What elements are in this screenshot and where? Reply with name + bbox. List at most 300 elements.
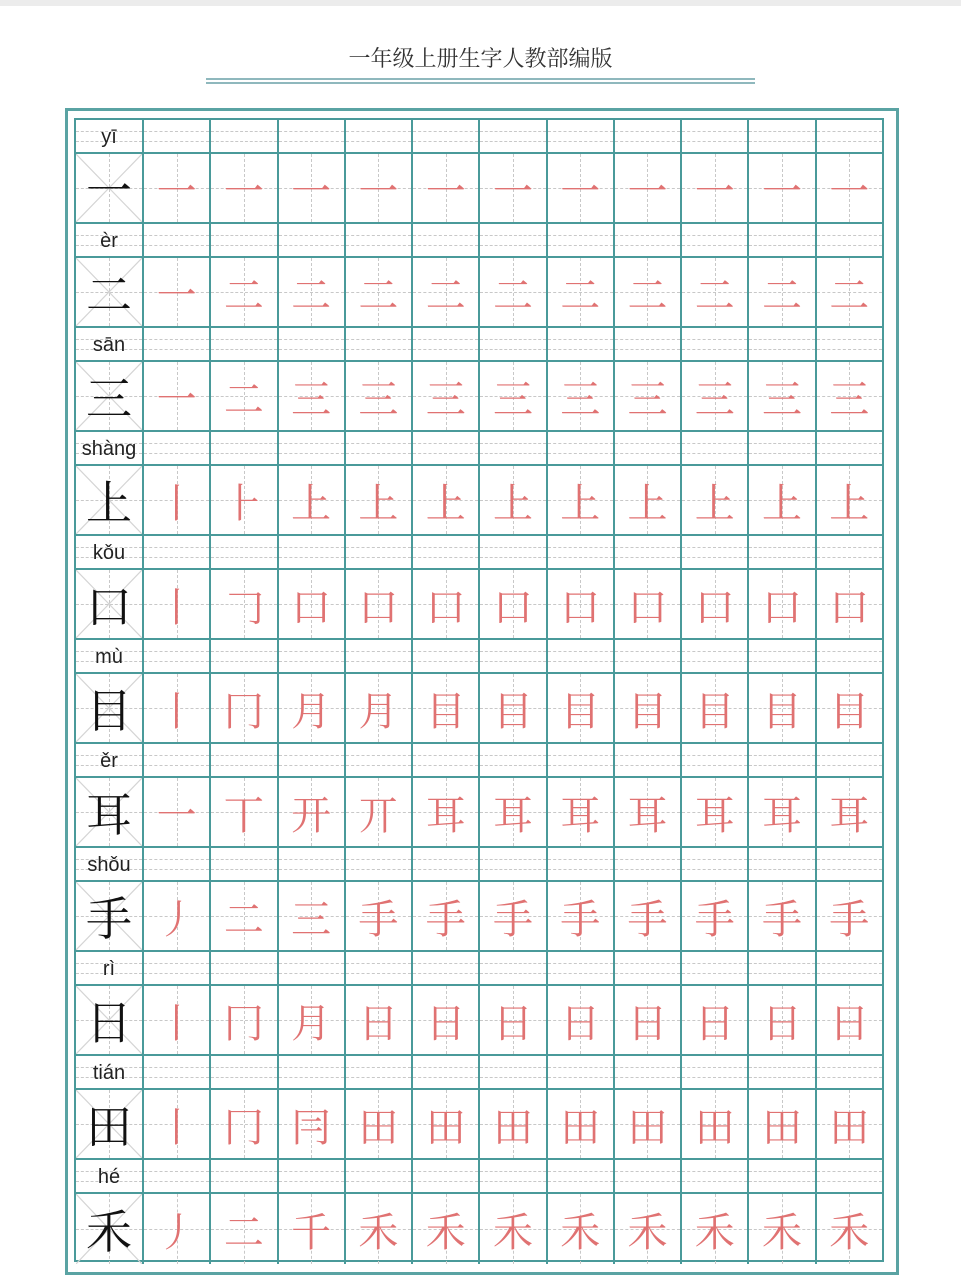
stroke-order-trace: 禾 [762, 1209, 803, 1256]
pinyin-practice-cell[interactable] [749, 120, 816, 152]
pinyin-practice-cell[interactable] [279, 536, 346, 568]
pinyin-practice-cell[interactable] [682, 1160, 749, 1192]
trace-cell[interactable] [144, 778, 211, 846]
pinyin-practice-cell[interactable] [749, 848, 816, 880]
stroke-order-trace: 手 [425, 896, 466, 943]
trace-cell[interactable] [413, 570, 480, 638]
pinyin-practice-cell[interactable] [480, 1056, 547, 1088]
trace-cell[interactable] [480, 778, 547, 846]
character-row [76, 882, 882, 952]
pinyin-practice-cell[interactable] [682, 432, 749, 464]
trace-cell[interactable] [682, 986, 749, 1054]
model-character-cell [76, 1194, 144, 1264]
pinyin-practice-cell[interactable] [279, 744, 346, 776]
pinyin-practice-cell[interactable] [615, 1160, 682, 1192]
trace-cell[interactable] [817, 1194, 882, 1264]
trace-cell[interactable] [615, 466, 682, 534]
pinyin-practice-cell[interactable] [144, 432, 211, 464]
trace-cell[interactable] [346, 674, 413, 742]
pinyin-practice-cell[interactable] [615, 848, 682, 880]
trace-cell[interactable] [480, 570, 547, 638]
pinyin-practice-cell[interactable] [346, 536, 413, 568]
pinyin-practice-cell[interactable] [749, 744, 816, 776]
stroke-order-trace: 日 [425, 1000, 466, 1047]
trace-cell[interactable] [144, 882, 211, 950]
trace-cell[interactable] [480, 882, 547, 950]
pinyin-practice-cell[interactable] [211, 744, 278, 776]
pinyin-practice-cell[interactable] [480, 952, 547, 984]
pinyin-practice-cell[interactable] [480, 224, 547, 256]
pinyin-practice-cell[interactable] [682, 328, 749, 360]
pinyin-practice-cell[interactable] [817, 328, 882, 360]
trace-cell[interactable] [548, 1194, 615, 1264]
pinyin-practice-cell[interactable] [548, 328, 615, 360]
trace-cell[interactable] [346, 1090, 413, 1158]
pinyin-practice-cell[interactable] [615, 328, 682, 360]
pinyin-practice-cell[interactable] [279, 848, 346, 880]
trace-cell[interactable] [413, 258, 480, 326]
trace-cell[interactable] [682, 674, 749, 742]
stroke-order-trace: 丨 [156, 480, 197, 527]
trace-cell[interactable] [682, 882, 749, 950]
trace-cell[interactable] [279, 882, 346, 950]
trace-cell[interactable] [211, 154, 278, 222]
trace-cell[interactable] [749, 674, 816, 742]
trace-cell[interactable] [548, 466, 615, 534]
pinyin-practice-cell[interactable] [279, 224, 346, 256]
pinyin-practice-cell[interactable] [413, 640, 480, 672]
stroke-order-trace: 上 [425, 480, 466, 527]
pinyin-practice-cell[interactable] [211, 224, 278, 256]
model-character: 三 [86, 372, 132, 426]
trace-cell[interactable] [615, 674, 682, 742]
trace-cell[interactable] [682, 466, 749, 534]
pinyin-practice-cell[interactable] [817, 1160, 882, 1192]
pinyin-practice-cell[interactable] [615, 640, 682, 672]
stroke-order-trace: 二 [492, 272, 533, 319]
pinyin-practice-cell[interactable] [749, 328, 816, 360]
model-character-cell [76, 258, 144, 326]
pinyin-practice-cell[interactable] [144, 224, 211, 256]
trace-cell[interactable] [346, 154, 413, 222]
pinyin-practice-cell[interactable] [413, 952, 480, 984]
pinyin-practice-cell[interactable] [413, 536, 480, 568]
trace-cell[interactable] [346, 258, 413, 326]
trace-cell[interactable] [144, 986, 211, 1054]
model-character: 二 [86, 268, 132, 322]
pinyin-practice-cell[interactable] [346, 120, 413, 152]
pinyin-practice-cell[interactable] [615, 224, 682, 256]
trace-cell[interactable] [615, 570, 682, 638]
pinyin-practice-cell[interactable] [346, 1056, 413, 1088]
pinyin-practice-cell[interactable] [817, 120, 882, 152]
trace-cell[interactable] [211, 570, 278, 638]
trace-cell[interactable] [682, 258, 749, 326]
pinyin-label: shǒu [87, 854, 131, 876]
pinyin-practice-cell[interactable] [144, 328, 211, 360]
pinyin-practice-cell[interactable] [144, 848, 211, 880]
trace-cell[interactable] [346, 466, 413, 534]
stroke-order-trace: 耳 [425, 792, 466, 839]
pinyin-label: mù [95, 646, 123, 668]
pinyin-practice-cell[interactable] [817, 744, 882, 776]
pinyin-practice-cell[interactable] [346, 1160, 413, 1192]
pinyin-practice-cell[interactable] [144, 120, 211, 152]
character-block [76, 328, 882, 432]
stroke-order-trace: 一 [291, 168, 332, 215]
pinyin-practice-cell[interactable] [346, 848, 413, 880]
pinyin-practice-cell[interactable] [346, 328, 413, 360]
trace-cell[interactable] [413, 466, 480, 534]
pinyin-practice-cell[interactable] [413, 744, 480, 776]
stroke-order-trace: 耳 [627, 792, 668, 839]
trace-cell[interactable] [480, 1090, 547, 1158]
trace-cell[interactable] [279, 778, 346, 846]
trace-cell[interactable] [413, 1090, 480, 1158]
trace-cell[interactable] [749, 1194, 816, 1264]
trace-cell[interactable] [480, 258, 547, 326]
trace-cell[interactable] [211, 362, 278, 430]
trace-cell[interactable] [413, 154, 480, 222]
pinyin-practice-cell[interactable] [211, 640, 278, 672]
pinyin-practice-cell[interactable] [413, 328, 480, 360]
stroke-order-trace: 一 [156, 168, 197, 215]
pinyin-practice-cell[interactable] [682, 848, 749, 880]
pinyin-practice-cell[interactable] [615, 952, 682, 984]
trace-cell[interactable] [615, 1090, 682, 1158]
trace-cell[interactable] [144, 154, 211, 222]
stroke-order-trace: 田 [829, 1104, 870, 1151]
trace-cell[interactable] [144, 466, 211, 534]
trace-cell[interactable] [817, 986, 882, 1054]
trace-cell[interactable] [615, 882, 682, 950]
trace-cell[interactable] [817, 258, 882, 326]
pinyin-practice-cell[interactable] [817, 432, 882, 464]
pinyin-practice-cell[interactable] [144, 640, 211, 672]
pinyin-practice-cell[interactable] [682, 120, 749, 152]
trace-cell[interactable] [480, 362, 547, 430]
trace-cell[interactable] [749, 466, 816, 534]
trace-cell[interactable] [279, 986, 346, 1054]
stroke-order-trace: 上 [358, 480, 399, 527]
pinyin-practice-cell[interactable] [682, 744, 749, 776]
trace-cell[interactable] [817, 778, 882, 846]
pinyin-practice-cell[interactable] [480, 640, 547, 672]
pinyin-row [76, 1160, 882, 1194]
pinyin-practice-cell[interactable] [211, 848, 278, 880]
pinyin-practice-cell[interactable] [346, 224, 413, 256]
pinyin-practice-cell[interactable] [749, 640, 816, 672]
trace-cell[interactable] [615, 258, 682, 326]
trace-cell[interactable] [615, 986, 682, 1054]
pinyin-practice-cell[interactable] [279, 432, 346, 464]
trace-cell[interactable] [144, 570, 211, 638]
pinyin-practice-cell[interactable] [548, 848, 615, 880]
trace-cell[interactable] [817, 570, 882, 638]
title-underline-top [206, 78, 755, 80]
trace-cell[interactable] [346, 986, 413, 1054]
trace-cell[interactable] [682, 1090, 749, 1158]
stroke-order-trace: 耳 [694, 792, 735, 839]
stroke-order-trace: 田 [425, 1104, 466, 1151]
trace-cell[interactable] [346, 362, 413, 430]
trace-cell[interactable] [211, 258, 278, 326]
stroke-order-trace: 禾 [425, 1209, 466, 1256]
pinyin-practice-cell[interactable] [211, 432, 278, 464]
pinyin-practice-cell[interactable] [413, 432, 480, 464]
trace-cell[interactable] [480, 986, 547, 1054]
trace-cell[interactable] [682, 1194, 749, 1264]
pinyin-practice-cell[interactable] [144, 1160, 211, 1192]
trace-cell[interactable] [749, 570, 816, 638]
stroke-order-trace: 田 [762, 1104, 803, 1151]
trace-cell[interactable] [211, 1090, 278, 1158]
stroke-order-trace: 日 [694, 1000, 735, 1047]
pinyin-practice-cell[interactable] [279, 952, 346, 984]
pinyin-practice-cell[interactable] [817, 640, 882, 672]
trace-cell[interactable] [346, 1194, 413, 1264]
trace-cell[interactable] [682, 154, 749, 222]
pinyin-practice-cell[interactable] [211, 536, 278, 568]
pinyin-practice-cell[interactable] [480, 744, 547, 776]
pinyin-practice-cell[interactable] [480, 328, 547, 360]
pinyin-practice-cell[interactable] [548, 744, 615, 776]
pinyin-practice-cell[interactable] [749, 536, 816, 568]
pinyin-practice-cell[interactable] [144, 952, 211, 984]
pinyin-label: tián [92, 1062, 126, 1084]
trace-cell[interactable] [548, 154, 615, 222]
trace-cell[interactable] [548, 258, 615, 326]
stroke-order-trace: 一 [492, 168, 533, 215]
trace-cell[interactable] [615, 154, 682, 222]
trace-cell[interactable] [480, 154, 547, 222]
trace-cell[interactable] [144, 1194, 211, 1264]
pinyin-practice-cell[interactable] [548, 1160, 615, 1192]
pinyin-practice-cell[interactable] [548, 224, 615, 256]
pinyin-practice-cell[interactable] [682, 1056, 749, 1088]
trace-cell[interactable] [548, 1090, 615, 1158]
trace-cell[interactable] [480, 466, 547, 534]
pinyin-practice-cell[interactable] [346, 640, 413, 672]
trace-cell[interactable] [144, 674, 211, 742]
model-character-cell [76, 154, 144, 222]
model-character: 目 [86, 684, 132, 738]
trace-cell[interactable] [346, 570, 413, 638]
trace-cell[interactable] [279, 1194, 346, 1264]
pinyin-practice-cell[interactable] [548, 640, 615, 672]
pinyin-practice-cell[interactable] [480, 120, 547, 152]
pinyin-practice-cell[interactable] [211, 1160, 278, 1192]
trace-cell[interactable] [211, 466, 278, 534]
trace-cell[interactable] [548, 570, 615, 638]
trace-cell[interactable] [211, 882, 278, 950]
trace-cell[interactable] [749, 154, 816, 222]
stroke-order-trace: 三 [291, 376, 332, 423]
pinyin-practice-cell[interactable] [615, 120, 682, 152]
pinyin-practice-cell[interactable] [413, 120, 480, 152]
stroke-order-trace: 田 [560, 1104, 601, 1151]
pinyin-practice-cell[interactable] [548, 536, 615, 568]
trace-cell[interactable] [749, 986, 816, 1054]
trace-cell[interactable] [211, 986, 278, 1054]
trace-cell[interactable] [817, 1090, 882, 1158]
pinyin-practice-cell[interactable] [749, 952, 816, 984]
stroke-order-trace: 丨 [156, 688, 197, 735]
pinyin-practice-cell[interactable] [279, 1056, 346, 1088]
trace-cell[interactable] [749, 778, 816, 846]
trace-cell[interactable] [413, 986, 480, 1054]
trace-cell[interactable] [413, 674, 480, 742]
pinyin-label: rì [102, 958, 116, 980]
stroke-order-trace: 丨 [156, 584, 197, 631]
trace-cell[interactable] [480, 1194, 547, 1264]
stroke-order-trace: 口 [762, 584, 803, 631]
trace-cell[interactable] [615, 778, 682, 846]
trace-cell[interactable] [817, 154, 882, 222]
stroke-order-trace: 手 [627, 896, 668, 943]
pinyin-practice-cell[interactable] [346, 744, 413, 776]
pinyin-practice-cell[interactable] [548, 432, 615, 464]
trace-cell[interactable] [346, 882, 413, 950]
pinyin-practice-cell[interactable] [749, 1160, 816, 1192]
pinyin-practice-cell[interactable] [548, 952, 615, 984]
trace-cell[interactable] [615, 1194, 682, 1264]
character-block [76, 1056, 882, 1160]
trace-cell[interactable] [682, 570, 749, 638]
trace-cell[interactable] [279, 570, 346, 638]
trace-cell[interactable] [413, 1194, 480, 1264]
trace-cell[interactable] [548, 674, 615, 742]
trace-cell[interactable] [682, 362, 749, 430]
stroke-order-trace: 手 [560, 896, 601, 943]
trace-cell[interactable] [749, 1090, 816, 1158]
pinyin-practice-cell[interactable] [548, 120, 615, 152]
pinyin-practice-cell[interactable] [548, 1056, 615, 1088]
pinyin-practice-cell[interactable] [682, 640, 749, 672]
pinyin-practice-cell[interactable] [279, 1160, 346, 1192]
stroke-order-trace: 冂 [223, 1104, 264, 1151]
stroke-order-trace: 丨 [156, 1104, 197, 1151]
trace-cell[interactable] [615, 362, 682, 430]
pinyin-practice-cell[interactable] [211, 952, 278, 984]
trace-cell[interactable] [548, 778, 615, 846]
pinyin-practice-cell[interactable] [615, 432, 682, 464]
trace-cell[interactable] [749, 362, 816, 430]
stroke-order-trace: 上 [829, 480, 870, 527]
stroke-order-trace: 一 [358, 168, 399, 215]
pinyin-practice-cell[interactable] [817, 952, 882, 984]
pinyin-practice-cell[interactable] [211, 1056, 278, 1088]
pinyin-practice-cell[interactable] [211, 120, 278, 152]
character-row [76, 1194, 882, 1264]
stroke-order-trace: 口 [560, 584, 601, 631]
trace-cell[interactable] [548, 362, 615, 430]
trace-cell[interactable] [749, 882, 816, 950]
pinyin-practice-cell[interactable] [682, 536, 749, 568]
pinyin-practice-cell[interactable] [413, 224, 480, 256]
trace-cell[interactable] [279, 1090, 346, 1158]
pinyin-practice-cell[interactable] [749, 224, 816, 256]
pinyin-practice-cell[interactable] [144, 536, 211, 568]
pinyin-practice-cell[interactable] [615, 1056, 682, 1088]
stroke-order-trace: 丿 [156, 1209, 197, 1256]
pinyin-practice-cell[interactable] [749, 432, 816, 464]
trace-cell[interactable] [548, 986, 615, 1054]
pinyin-practice-cell[interactable] [413, 848, 480, 880]
trace-cell[interactable] [346, 778, 413, 846]
pinyin-practice-cell[interactable] [211, 328, 278, 360]
trace-cell[interactable] [817, 362, 882, 430]
stroke-order-trace: 口 [358, 584, 399, 631]
pinyin-practice-cell[interactable] [279, 640, 346, 672]
trace-cell[interactable] [817, 674, 882, 742]
trace-cell[interactable] [144, 258, 211, 326]
trace-cell[interactable] [279, 362, 346, 430]
pinyin-cell [76, 432, 144, 464]
pinyin-practice-cell[interactable] [480, 432, 547, 464]
pinyin-practice-cell[interactable] [682, 952, 749, 984]
stroke-order-trace: 口 [492, 584, 533, 631]
pinyin-row [76, 952, 882, 986]
trace-cell[interactable] [279, 154, 346, 222]
pinyin-practice-cell[interactable] [346, 432, 413, 464]
pinyin-practice-cell[interactable] [615, 744, 682, 776]
trace-cell[interactable] [279, 674, 346, 742]
pinyin-practice-cell[interactable] [480, 1160, 547, 1192]
pinyin-practice-cell[interactable] [682, 224, 749, 256]
pinyin-practice-cell[interactable] [413, 1056, 480, 1088]
pinyin-practice-cell[interactable] [144, 744, 211, 776]
trace-cell[interactable] [279, 258, 346, 326]
trace-cell[interactable] [279, 466, 346, 534]
pinyin-practice-cell[interactable] [480, 848, 547, 880]
trace-cell[interactable] [211, 778, 278, 846]
trace-cell[interactable] [413, 362, 480, 430]
trace-cell[interactable] [144, 1090, 211, 1158]
trace-cell[interactable] [413, 778, 480, 846]
pinyin-practice-cell[interactable] [817, 536, 882, 568]
trace-cell[interactable] [413, 882, 480, 950]
pinyin-practice-cell[interactable] [817, 848, 882, 880]
stroke-order-trace: 冂 [223, 1000, 264, 1047]
pinyin-practice-cell[interactable] [749, 1056, 816, 1088]
pinyin-label: ěr [100, 750, 118, 772]
stroke-order-trace: 禾 [627, 1209, 668, 1256]
pinyin-practice-cell[interactable] [480, 536, 547, 568]
trace-cell[interactable] [480, 674, 547, 742]
pinyin-practice-cell[interactable] [817, 224, 882, 256]
pinyin-label: yī [101, 126, 117, 148]
top-bar [0, 0, 961, 6]
pinyin-practice-cell[interactable] [279, 328, 346, 360]
trace-cell[interactable] [211, 1194, 278, 1264]
trace-cell[interactable] [682, 778, 749, 846]
pinyin-practice-cell[interactable] [279, 120, 346, 152]
stroke-order-trace: 目 [694, 688, 735, 735]
trace-cell[interactable] [749, 258, 816, 326]
pinyin-practice-cell[interactable] [346, 952, 413, 984]
trace-cell[interactable] [211, 674, 278, 742]
trace-cell[interactable] [548, 882, 615, 950]
pinyin-practice-cell[interactable] [615, 536, 682, 568]
pinyin-practice-cell[interactable] [144, 1056, 211, 1088]
pinyin-practice-cell[interactable] [817, 1056, 882, 1088]
stroke-order-trace: 一 [829, 168, 870, 215]
trace-cell[interactable] [144, 362, 211, 430]
trace-cell[interactable] [817, 466, 882, 534]
trace-cell[interactable] [817, 882, 882, 950]
pinyin-practice-cell[interactable] [413, 1160, 480, 1192]
